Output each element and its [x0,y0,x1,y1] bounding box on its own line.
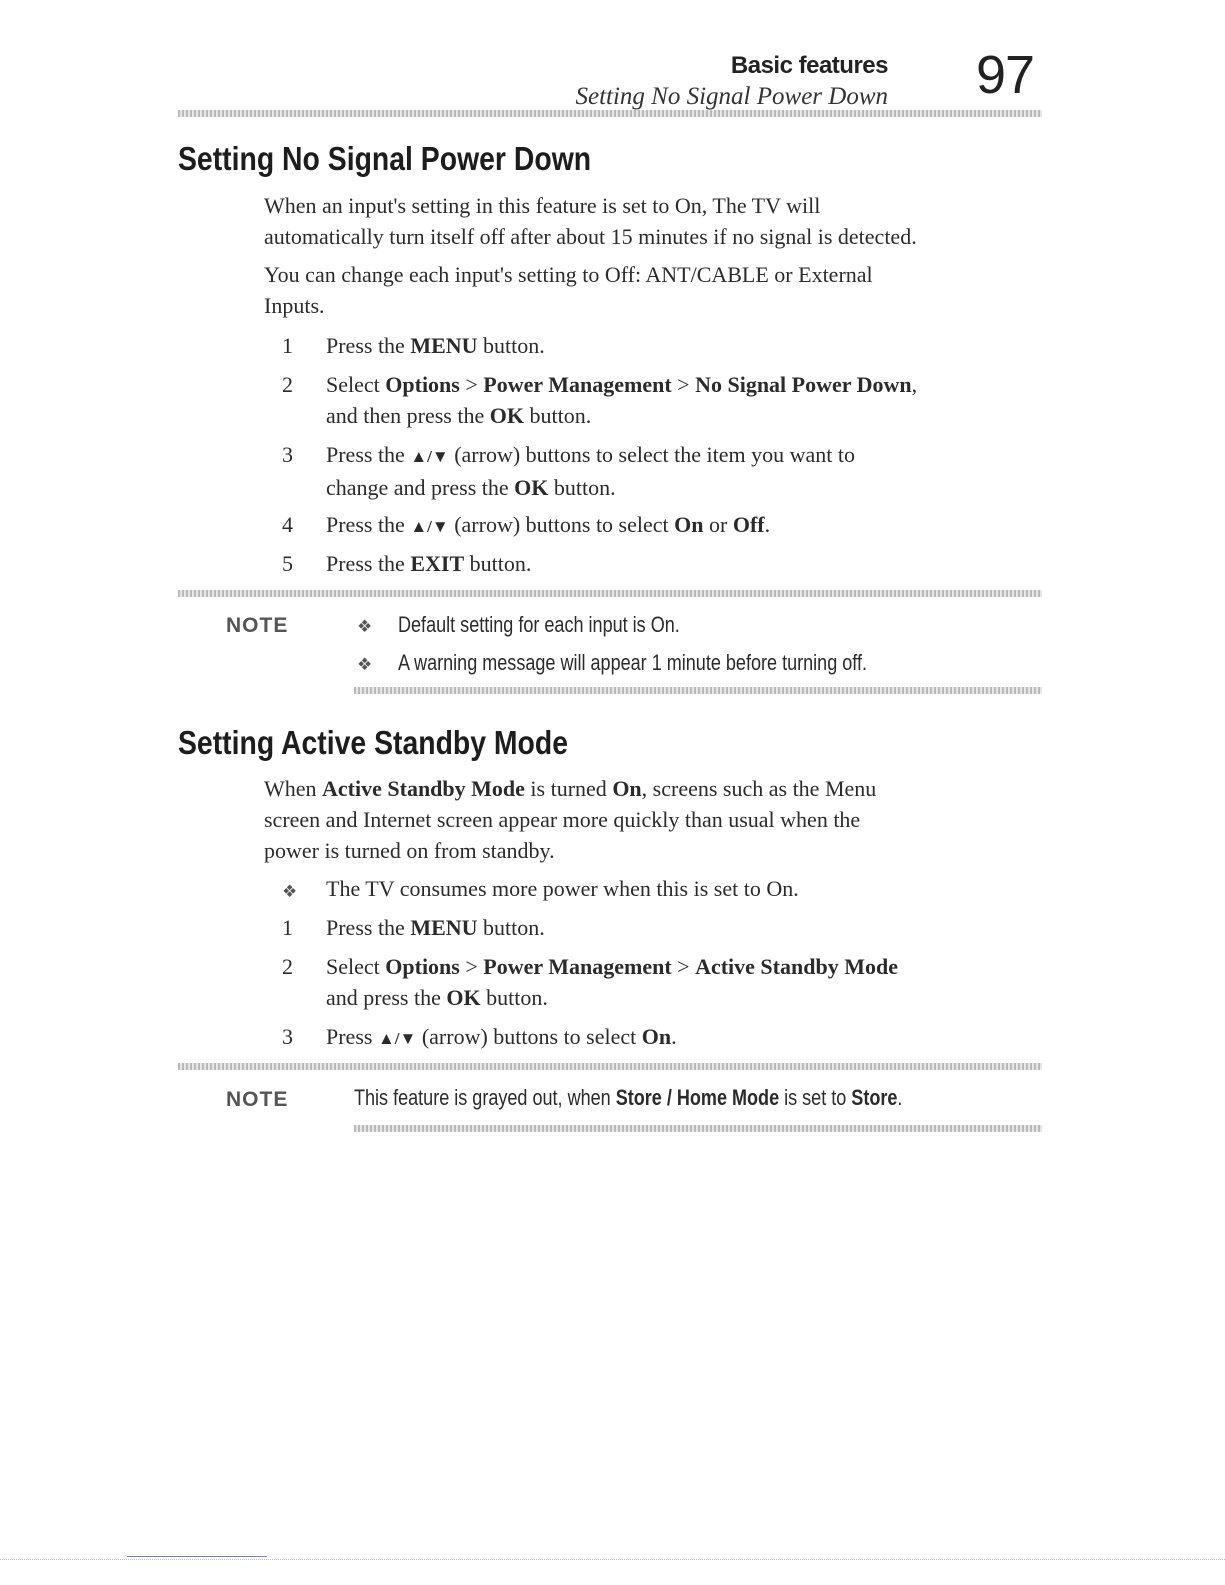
running-header-subsection: Setting No Signal Power Down [575,83,888,110]
text-line: When an input's setting in this feature is set to On, The TV will [264,193,821,218]
step-number: 4 [282,512,293,537]
bullet-diamond-icon: ❖ [357,617,373,636]
step-text: Select Options > Power Management > No Signal Power Down, and then press the OK button. [326,372,918,428]
section1-paragraph-1 [264,190,917,252]
text-line: Inputs. [264,293,325,318]
text-line: power is turned on from standby. [264,838,555,863]
step-text: Select Options > Power Management > Active Standby Mode and press the OK button. [326,954,898,1010]
step-text: Press the ▲/▼ (arrow) buttons to select the item you want to change and press the OK button. [326,442,855,500]
note-label: NOTE [226,1088,289,1111]
page-number: 97 [976,45,1035,105]
arrow-icon: ▲/▼ [410,517,449,536]
arrow-icon: ▲/▼ [377,1029,417,1048]
running-header-section: Basic features [730,52,888,79]
step-text: Press ▲/▼ (arrow) buttons to select On. [326,1024,677,1049]
note-item-2: A warning message will appear 1 minute before turning off. [398,650,867,675]
step-number: 1 [282,915,293,940]
note-text: This feature is grayed out, when Store / Home Mode is set to Store. [354,1085,903,1110]
text-line: screen and Internet screen appear more quickly than usual when the [264,807,861,832]
step-number: 5 [282,551,293,576]
step-number: 1 [282,333,293,358]
step-text: Press the EXIT button. [326,551,532,576]
step-number: 3 [282,1024,293,1049]
section-title-no-signal-power-down: Setting No Signal Power Down [178,140,592,177]
step-number: 2 [282,954,293,979]
section1-paragraph-2 [264,259,873,321]
bullet-diamond-icon: ❖ [357,655,373,674]
bullet-text: The TV consumes more power when this is set to On. [326,876,799,901]
text-line: You can change each input's setting to Off: ANT/CABLE or External [264,262,873,287]
text-line: automatically turn itself off after about 15 minutes if no signal is detected. [264,224,917,249]
note-item-1: Default setting for each input is On. [398,612,680,637]
header-rule [178,110,1042,117]
step-number: 3 [282,442,293,467]
step-number: 2 [282,372,293,397]
note-label: NOTE [226,614,289,637]
note-top-rule [178,590,1042,597]
menu-button-label: MENU [410,333,478,358]
note-top-rule [178,1063,1042,1070]
note-bottom-rule [354,687,1042,694]
note-bottom-rule [354,1125,1042,1132]
section-title-active-standby-mode: Setting Active Standby Mode [178,724,569,761]
step-text: Press the MENU button. [326,333,545,358]
bottom-edge-dotted-line [0,1559,1225,1560]
step-text: Press the ▲/▼ (arrow) buttons to select On or Off. [326,512,771,537]
step-text: Press the MENU button. [326,915,545,940]
bullet-diamond-icon: ❖ [282,882,298,901]
bottom-edge-mark [127,1556,267,1557]
section2-paragraph: When Active Standby Mode is turned On, screens such as the Menu screen and Internet screen appear more quickly than usual when the power is turned on from standby. [264,776,877,863]
arrow-icon: ▲/▼ [410,447,449,466]
